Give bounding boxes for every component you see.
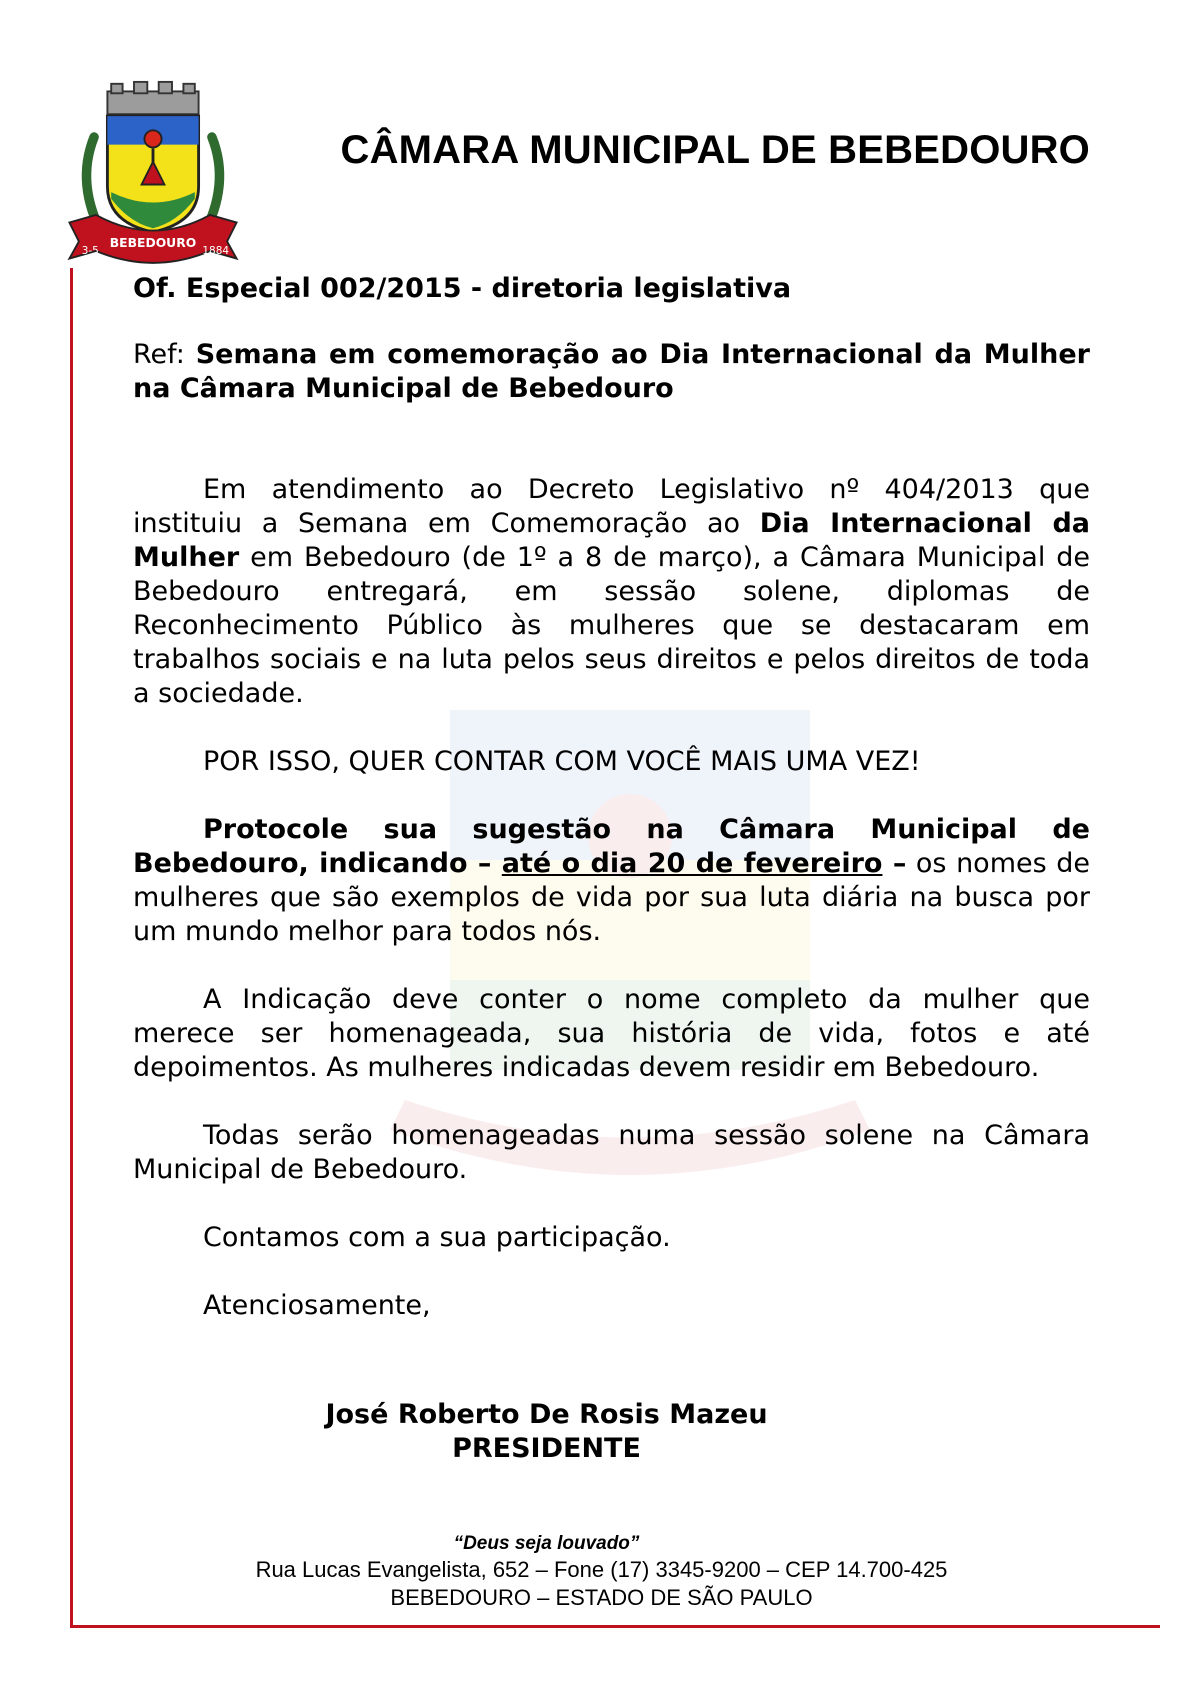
seal-ribbon-text: BEBEDOURO: [109, 236, 197, 251]
letter-body: [133, 272, 1090, 1323]
signatory-name: José Roberto De Rosis Mazeu: [325, 1399, 768, 1430]
deadline-text: até o dia 20 de fevereiro: [501, 848, 883, 879]
paragraph-protocol: [133, 813, 1090, 949]
paragraph-protocol-dash: –: [882, 848, 907, 879]
paragraph-decree-highlight: Dia Internacional da Mulher: [133, 508, 1090, 573]
footer-motto: “Deus seja louvado”: [453, 1533, 640, 1554]
reference-subject: Semana em comemoração ao Dia Internacional da Mulher na Câmara Municipal de Bebedouro: [133, 339, 1090, 404]
frame-horizontal-line: [70, 1625, 1160, 1628]
paragraph-protocol-rest: os nomes de mulheres que são exemplos de vida por sua luta diária na busca por um mundo melhor para todos nós.: [133, 848, 1090, 947]
signature-block: [133, 1398, 1090, 1466]
paragraph-decree-part-c: em Bebedouro (de 1º a 8 de março), a Câmara Municipal de Bebedouro entregará, em sessão solene, diplomas de Reconhecimento Público às mulheres que se destacaram em trabalhos sociais e na luta pelos seus direitos e pelos direitos de toda a sociedade.: [133, 542, 1090, 709]
paragraph-call: POR ISSO, QUER CONTAR COM VOCÊ MAIS UMA VEZ!: [203, 746, 921, 777]
reference-label: Ref:: [133, 339, 185, 370]
paragraph-indication: A Indicação deve conter o nome completo da mulher que merece ser homenageada, sua história de vida, fotos e até depoimentos. As mulheres indicadas devem residir em Bebedouro.: [133, 984, 1090, 1083]
footer-address: Rua Lucas Evangelista, 652 – Fone (17) 3345-9200 – CEP 14.700-425: [255, 1557, 948, 1582]
office-reference: Of. Especial 002/2015 - diretoria legislativa: [133, 273, 792, 304]
paragraph-decree: [133, 473, 1090, 711]
reference-line: [133, 338, 1090, 406]
paragraph-homage: Todas serão homenageadas numa sessão solene na Câmara Municipal de Bebedouro.: [133, 1120, 1090, 1185]
coat-of-arms-logo: [58, 80, 248, 270]
paragraph-decree-part-a: Em atendimento ao Decreto Legislativo nº 404/2013 que instituiu a Semana em Comemoração ao: [133, 474, 1090, 539]
seal-date-right: 1884: [202, 244, 229, 257]
signatory-role: PRESIDENTE: [452, 1433, 641, 1464]
seal-date-left: 3-5: [81, 244, 99, 257]
paragraph-protocol-lead: Protocole sua sugestão na Câmara Municipal de Bebedouro, indicando –: [133, 814, 1090, 879]
organization-title: CÂMARA MUNICIPAL DE BEBEDOURO: [340, 128, 1090, 172]
letter-footer: [133, 1532, 1090, 1612]
paragraph-closing: Atenciosamente,: [203, 1290, 431, 1321]
paragraph-participation: Contamos com a sua participação.: [203, 1222, 671, 1253]
footer-city: BEBEDOURO – ESTADO DE SÃO PAULO: [390, 1585, 813, 1610]
